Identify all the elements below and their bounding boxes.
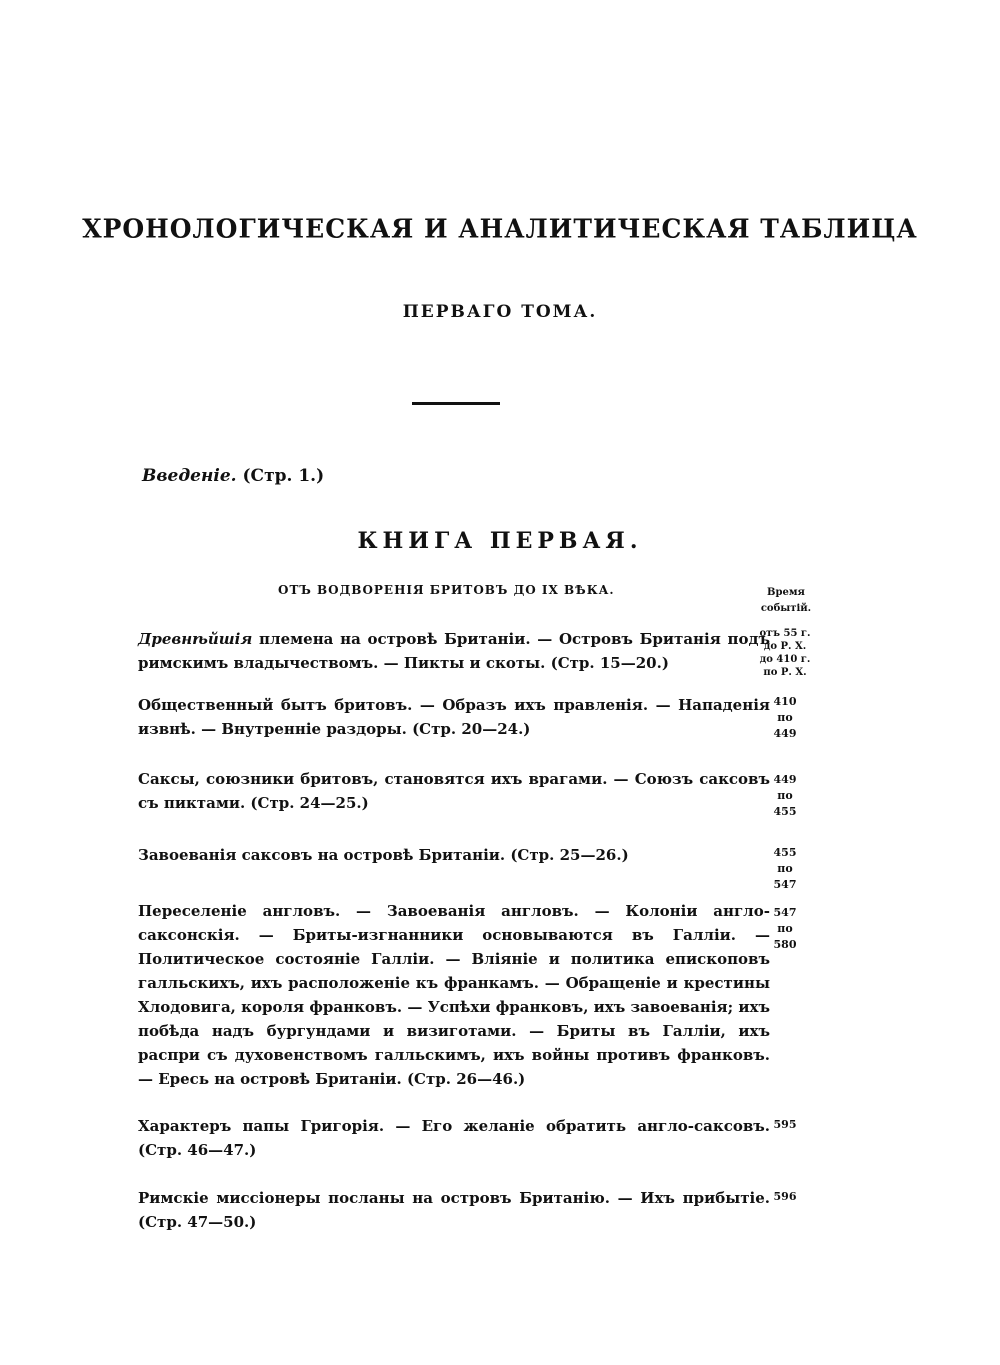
entry-date	[756, 905, 814, 953]
table-row	[138, 693, 770, 741]
date-line: 580	[773, 938, 797, 951]
table-row	[138, 767, 770, 815]
book-heading: КНИГА ПЕРВАЯ.	[357, 528, 643, 554]
entry-lead: Древнѣйшія	[138, 630, 253, 648]
date-line: до Р. X.	[763, 641, 807, 652]
date-line: отъ 55 г.	[759, 628, 811, 639]
entry-date	[756, 1117, 814, 1133]
table-row	[138, 627, 770, 675]
date-column-header	[758, 585, 814, 617]
date-line: 410	[773, 695, 797, 708]
table-row	[138, 1186, 770, 1234]
date-line: 595	[773, 1118, 797, 1131]
introduction-line	[142, 466, 324, 486]
date-line: по	[777, 862, 793, 875]
date-line: по Р. X.	[763, 667, 807, 678]
period-heading: ОТЪ ВОДВОРЕНІЯ БРИТОВЪ ДО IX ВѢКА.	[278, 583, 615, 597]
entry-text: Саксы, союзники бритовъ, становятся ихъ врагами. — Союзъ саксовъ съ пиктами. (Стр. 24—25.)	[138, 770, 770, 812]
date-line: по	[777, 789, 793, 802]
date-column-header-line: Время	[767, 587, 805, 598]
date-column-header-line: событій.	[760, 603, 812, 614]
date-line: по	[777, 711, 793, 724]
date-line: 455	[773, 846, 797, 859]
date-line: 547	[773, 906, 797, 919]
entry-date	[756, 627, 814, 679]
date-line: по	[777, 922, 793, 935]
page-subtitle: ПЕРВАГО ТОМА.	[402, 302, 598, 322]
date-line: 455	[773, 805, 797, 818]
date-line: 449	[773, 773, 797, 786]
entry-date	[756, 772, 814, 820]
entry-text: Общественный бытъ бритовъ. — Образъ ихъ правленія. — Нападенія извнѣ. — Внутренніе раздоры. (Стр. 20—24.)	[138, 696, 770, 738]
date-line: 547	[773, 878, 797, 891]
date-line: 596	[773, 1190, 797, 1203]
introduction-ref: (Стр. 1.)	[242, 466, 325, 486]
entry-text: племена на островѣ Британіи. — Островъ Британія подъ римскимъ владычествомъ. — Пикты и скоты. (Стр. 15—20.)	[138, 630, 770, 672]
table-row	[138, 899, 770, 1091]
entry-text: Характеръ папы Григорія. — Его желаніе обратить англо-саксовъ. (Стр. 46—47.)	[138, 1117, 770, 1159]
introduction-label: Введеніе.	[142, 466, 237, 486]
page-title: ХРОНОЛОГИЧЕСКАЯ И АНАЛИТИЧЕСКАЯ ТАБЛИЦА	[82, 213, 918, 244]
table-row	[138, 1114, 770, 1162]
entry-date	[756, 845, 814, 893]
divider-rule	[412, 402, 500, 405]
entry-date	[756, 1189, 814, 1205]
entry-text: Римскіе миссіонеры посланы на островъ Британію. — Ихъ прибытіе. (Стр. 47—50.)	[138, 1189, 770, 1231]
entry-text: Переселеніе англовъ. — Завоеванія англовъ. — Колоніи англо-саксонскія. — Бриты-изгнанники основываются въ Галліи. — Политическое состояніе Галліи. — Вліяніе и политика епископовъ галльскихъ, ихъ расположеніе къ франкамъ. — Обращеніе и крестины Хлодовига, короля франковъ. — Успѣхи франковъ, ихъ завоеванія; ихъ побѣда надъ бургундами и визиготами. — Бриты въ Галліи, ихъ распри съ духовенствомъ галльскимъ, ихъ войны противъ франковъ. — Ересь на островѣ Британіи. (Стр. 26—46.)	[138, 902, 770, 1088]
entry-text: Завоеванія саксовъ на островѣ Британіи. (Стр. 25—26.)	[138, 846, 629, 864]
date-line: 449	[773, 727, 797, 740]
entry-date	[756, 694, 814, 742]
table-row	[138, 843, 770, 867]
date-line: до 410 г.	[759, 654, 811, 665]
